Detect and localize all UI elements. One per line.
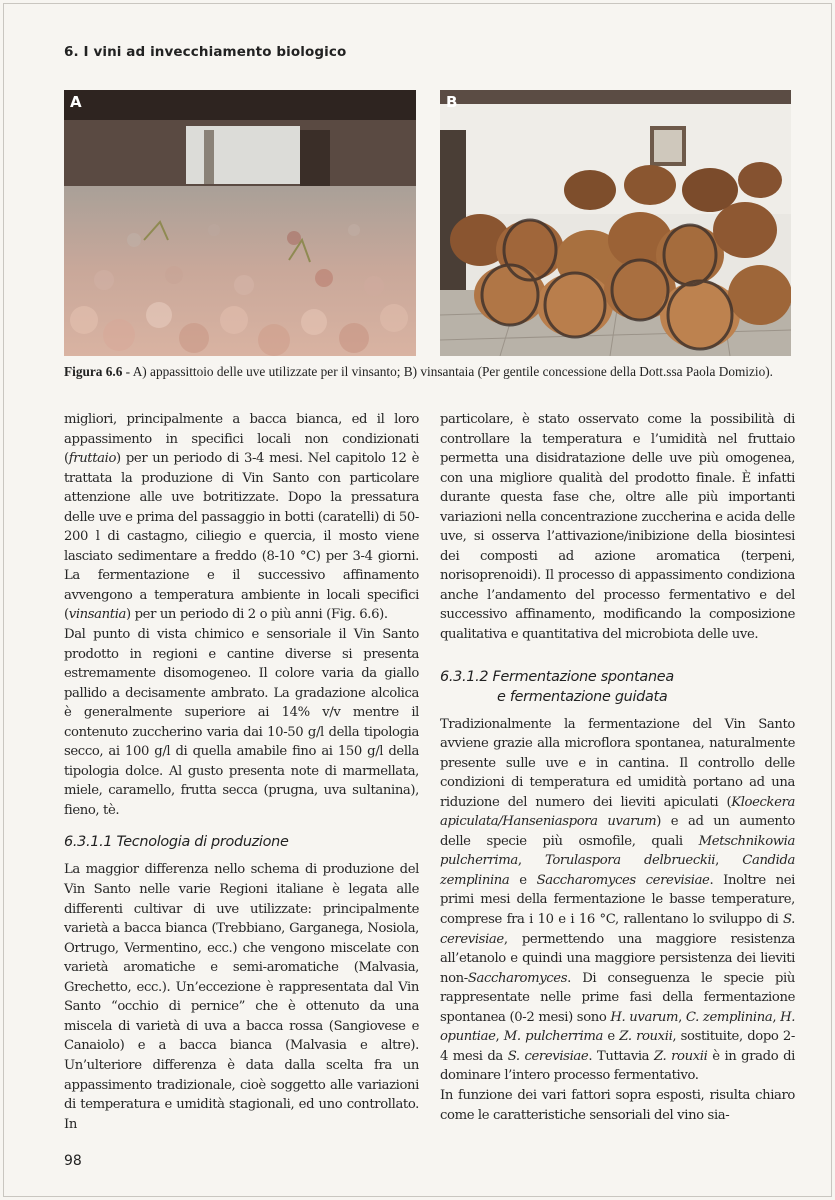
paragraph bbox=[440, 715, 795, 1086]
italic-text: Saccharomyces bbox=[467, 970, 568, 986]
section-heading-line: e fermentazione guidata bbox=[497, 688, 668, 705]
text-column-left bbox=[64, 410, 419, 1134]
text-run: Dal punto di vista chimico e sensoriale il Vin Santo prodotto in regioni e cantine diverse si presenta estremamente disomogeneo. Il colore varia da giallo pallido a decisamente ambrato. La gradazione alcolica è generalmente superiore ai 14% v/v mentre il contenuto zuccherino varia dai 10-50 g/l della tipologia secco, ai 100 g/l di quella amabile fino ai 150 g/l della tipologia dolce. Al gusto presenta note di marmellata, miele, caramello, frutta secca (prugna, uva sultanina), fieno, tè. bbox=[64, 627, 419, 818]
paragraph bbox=[64, 860, 419, 1134]
italic-text: Metschnikowia pulcherrima bbox=[440, 833, 795, 869]
text-run: è in grado di dominare l’intero processo fermentativo. bbox=[440, 1048, 795, 1084]
italic-text: Torulaspora delbrueckii bbox=[544, 853, 716, 869]
italic-text: Candida zemplinina bbox=[440, 853, 795, 888]
barrel-cellar-image bbox=[440, 90, 791, 356]
text-run: ) per un periodo di 3-4 mesi. Nel capitolo 12 è trattata la produzione di Vin Santo con particolare attenzione alle uve botritizzate. Dopo la pressatura delle uve e prima del passaggio in botti (caratelli) di 50-200 l di castagno, ciliegio e quercia, il mosto viene lasciato sedimentare a freddo (8-10 °C) per 3-4 giorni. La fermentazione e il successivo affinamento avvengono a temperatura ambiente in locali specifici ( bbox=[64, 451, 419, 623]
italic-text: C. zemplinina bbox=[685, 1009, 773, 1025]
italic-text: S. cerevisiae bbox=[507, 1048, 589, 1064]
text-run: . Di conseguenza le specie più rappresentate nelle prime fasi della fermentazione spontanea (0-2 mesi) sono bbox=[440, 970, 795, 1025]
figure-caption-label: Figura 6.6 bbox=[64, 364, 123, 379]
text-run: ) per un periodo di 2 o più anni (Fig. 6.6). bbox=[126, 607, 388, 623]
italic-text: S. cerevisiae bbox=[440, 912, 795, 947]
text-column-right bbox=[440, 410, 795, 1125]
italic-text: M. pulcherrima bbox=[503, 1029, 603, 1045]
italic-text: Z. rouxii bbox=[619, 1029, 673, 1045]
figure-caption bbox=[64, 364, 804, 380]
italic-text: H. opuntiae bbox=[440, 1009, 796, 1045]
grape-drying-room-image bbox=[64, 90, 416, 356]
section-heading: 6.3.1.1 Tecnologia di produzione bbox=[64, 834, 289, 851]
page-number: 98 bbox=[64, 1153, 82, 1169]
paragraph bbox=[440, 1086, 795, 1125]
text-run: e bbox=[509, 872, 537, 888]
italic-text: Kloeckera apiculata/Hanseniaspora uvarum bbox=[440, 794, 795, 830]
text-run: , sostituite, dopo 2-4 mesi da bbox=[440, 1029, 795, 1064]
text-run: , bbox=[517, 853, 545, 869]
paragraph bbox=[64, 410, 419, 625]
figure-caption-text: - A) appassittoio delle uve utilizzate per il vinsanto; B) vinsantaia (Per gentile concessione della Dott.ssa Paola Domizio). bbox=[122, 364, 773, 379]
figure-photo-b bbox=[440, 90, 791, 356]
paragraph bbox=[440, 410, 795, 645]
running-header: 6. I vini ad invecchiamento biologico bbox=[64, 44, 347, 60]
text-run: , bbox=[715, 853, 743, 869]
text-run: . Tuttavia bbox=[588, 1048, 654, 1064]
section-heading-line: 6.3.1.2 Fermentazione spontanea bbox=[440, 668, 674, 685]
panel-label-b: B bbox=[446, 93, 458, 111]
text-run: migliori, principalmente a bacca bianca, ed il loro appassimento in specifici locali non condizionati ( bbox=[64, 412, 419, 467]
panel-label-a: A bbox=[70, 93, 82, 111]
text-run: In funzione dei vari fattori sopra esposti, risulta chiaro come le caratteristiche sensoriali del vino sia- bbox=[440, 1087, 795, 1123]
italic-text: Z. rouxii bbox=[653, 1048, 708, 1064]
text-run: , bbox=[678, 1009, 686, 1025]
italic-text: vinsantia bbox=[68, 607, 127, 623]
italic-text: H. uvarum bbox=[610, 1009, 679, 1025]
figure-photo-a bbox=[64, 90, 416, 356]
italic-text: Saccharomyces cerevisiae bbox=[536, 872, 710, 888]
text-run: ) e ad un aumento delle specie più osmofile, quali bbox=[440, 814, 795, 849]
text-run: . Inoltre nei primi mesi della fermentazione le basse temperature, comprese fra i 10 e i 16 °C, rallentano lo sviluppo di bbox=[440, 872, 795, 928]
text-run: , permettendo una maggiore resistenza all’etanolo e quindi una maggiore persistenza dei lieviti non- bbox=[440, 931, 795, 986]
section-heading bbox=[440, 667, 795, 707]
text-run: Tradizionalmente la fermentazione del Vin Santo avviene grazie alla microflora spontanea, naturalmente presente sulle uve e in cantina. Il controllo delle condizioni di temperatura ed umidità portano ad una riduzione del numero dei lieviti apiculati ( bbox=[440, 716, 795, 810]
text-run: , bbox=[495, 1029, 504, 1045]
text-run: La maggior differenza nello schema di produzione del Vin Santo nelle varie Regioni italiane è legata alle differenti cultivar di uve utilizzate: principalmente varietà a bacca bianca (Trebbiano, Garganega, Nosiola, Ortrugo, Vermentino, ecc.) che vengono miscelate con varietà aromatiche e semi-aromatiche (Malvasia, Grechetto, ecc.). Un’eccezione è rappresentata dal Vin Santo “occhio di pernice” che è ottenuto da una miscela di varietà di uva a bacca rossa (Sangiovese e Canaiolo) e a bacca bianca (Malvasia e altre). Un’ulteriore differenza è data dalla scelta fra un appassimento tradizionale, cioè soggetto alle variazioni di temperatura e umidità stagionali, ed uno controllato. In bbox=[64, 862, 419, 1132]
text-run: particolare, è stato osservato come la possibilità di controllare la temperatura e l’umidità nel fruttaio permetta una disidratazione delle uve più omogenea, con una migliore qualità del prodotto finale. È infatti durante questa fase che, oltre alle più importanti variazioni nella concentrazione zuccherina e acida delle uve, si osserva l’attivazione/inibizione della biosintesi dei composti ad azione aromatica (terpeni, norisoprenoidi). Il processo di appassimento condiziona anche l’andamento del processo fermentativo e del successivo affinamento, modificando la composizione qualitativa e quantitativa del microbiota delle uve. bbox=[440, 412, 795, 643]
text-run: e bbox=[602, 1029, 620, 1045]
italic-text: fruttaio bbox=[68, 451, 117, 467]
text-run: , bbox=[772, 1009, 781, 1025]
paragraph bbox=[64, 625, 419, 820]
